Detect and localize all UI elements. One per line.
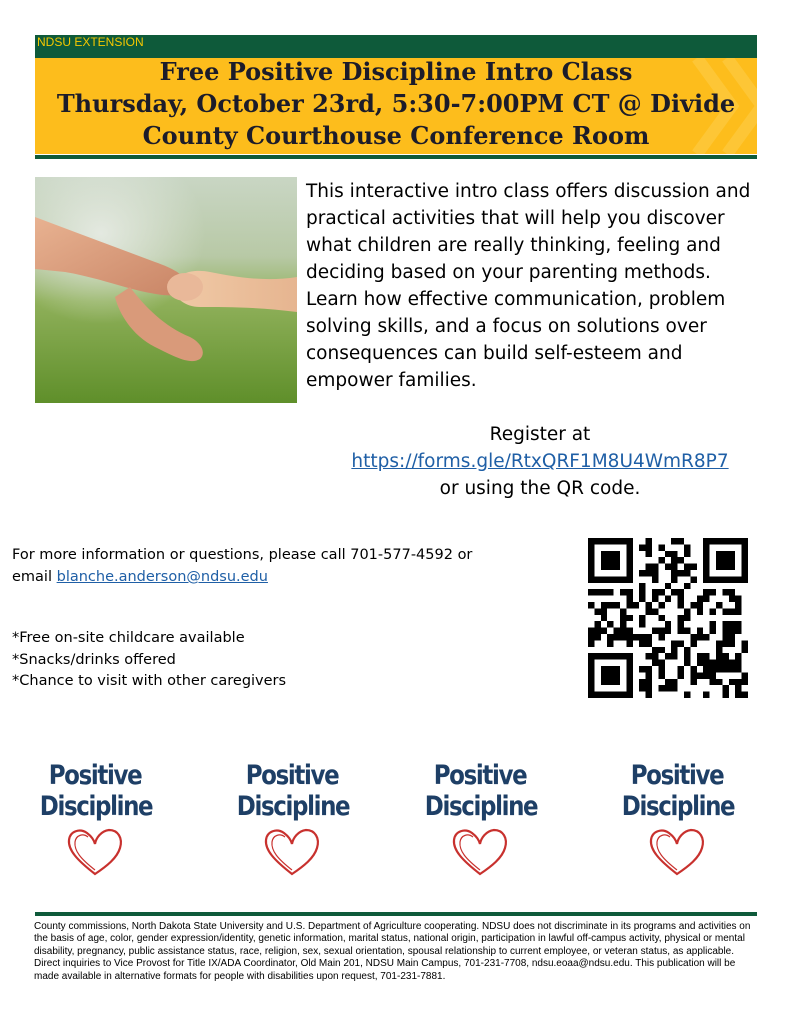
title-banner xyxy=(35,58,757,154)
positive-discipline-logo xyxy=(612,760,742,910)
logo-word-discipline: Discipline xyxy=(236,791,350,822)
logo-word-discipline: Discipline xyxy=(424,791,538,822)
org-label: NDSU EXTENSION xyxy=(37,35,144,49)
logo-word-positive: Positive xyxy=(433,760,527,791)
qr-code[interactable] xyxy=(588,538,748,698)
perk-item: *Snacks/drinks offered xyxy=(12,651,176,668)
register-block xyxy=(300,421,780,502)
logo-word-discipline: Discipline xyxy=(39,791,153,822)
logo-word-discipline: Discipline xyxy=(621,791,735,822)
perk-item: *Chance to visit with other caregivers xyxy=(12,673,287,689)
footer-divider xyxy=(35,912,757,916)
positive-discipline-logo xyxy=(30,760,160,910)
heart-icon xyxy=(647,826,707,878)
register-suffix: or using the QR code. xyxy=(439,478,641,499)
hands-photo xyxy=(35,177,297,403)
event-title xyxy=(35,58,757,152)
positive-discipline-logo xyxy=(415,760,545,910)
title-line-1: Free Positive Discipline Intro Class xyxy=(159,58,633,86)
register-link[interactable]: https://forms.gle/RtxQRF1M8U4WmR8P7 xyxy=(351,451,729,472)
heart-icon xyxy=(450,826,510,878)
register-label: Register at xyxy=(489,424,591,445)
top-bar xyxy=(35,35,757,58)
title-line-2: Thursday, October 23rd, 5:30-7:00PM CT @ Divide xyxy=(56,89,736,118)
banner-divider xyxy=(35,155,757,159)
heart-icon xyxy=(65,826,125,878)
contact-info xyxy=(12,544,492,588)
title-line-3: County Courthouse Conference Room xyxy=(142,121,650,150)
intro-paragraph: This interactive intro class offers discussion and practical activities that will help you discover what children are really thinking, feeling and deciding based on your parenting methods. Learn how effective communication, problem solving skills, and a focus on solutions over consequences can build self-esteem and empower families. xyxy=(306,181,751,391)
contact-email-link[interactable]: blanche.anderson@ndsu.edu xyxy=(56,569,268,585)
logo-word-positive: Positive xyxy=(245,760,339,791)
logo-word-positive: Positive xyxy=(48,760,142,791)
logo-word-positive: Positive xyxy=(630,760,724,791)
nondiscrimination-statement: County commissions, North Dakota State University and U.S. Department of Agriculture cooperating. NDSU does not discriminate in its programs and activities on the basis of age, color, gender expression/identity, genetic information, marital status, national origin, participation in lawful off-campus activity, physical or mental disability, pregnancy, public assistance status, race, religion, sex, sexual orientation, spousal relationship to current employee, or veteran status, as applicable. Direct inquiries to Vice Provost for Title IX/ADA Coordinator, Old Main 201, NDSU Main Campus, 701-231-7708, ndsu.eoaa@ndsu.edu. This publication will be made available in alternative formats for people with disabilities upon request, 701-231-7881. xyxy=(34,921,751,982)
contact-text: For more information or questions, please call 701-577-4592 or email xyxy=(12,547,473,585)
heart-icon xyxy=(262,826,322,878)
positive-discipline-logo xyxy=(227,760,357,910)
perks-list xyxy=(12,628,432,693)
perk-item: *Free on-site childcare available xyxy=(12,630,245,646)
